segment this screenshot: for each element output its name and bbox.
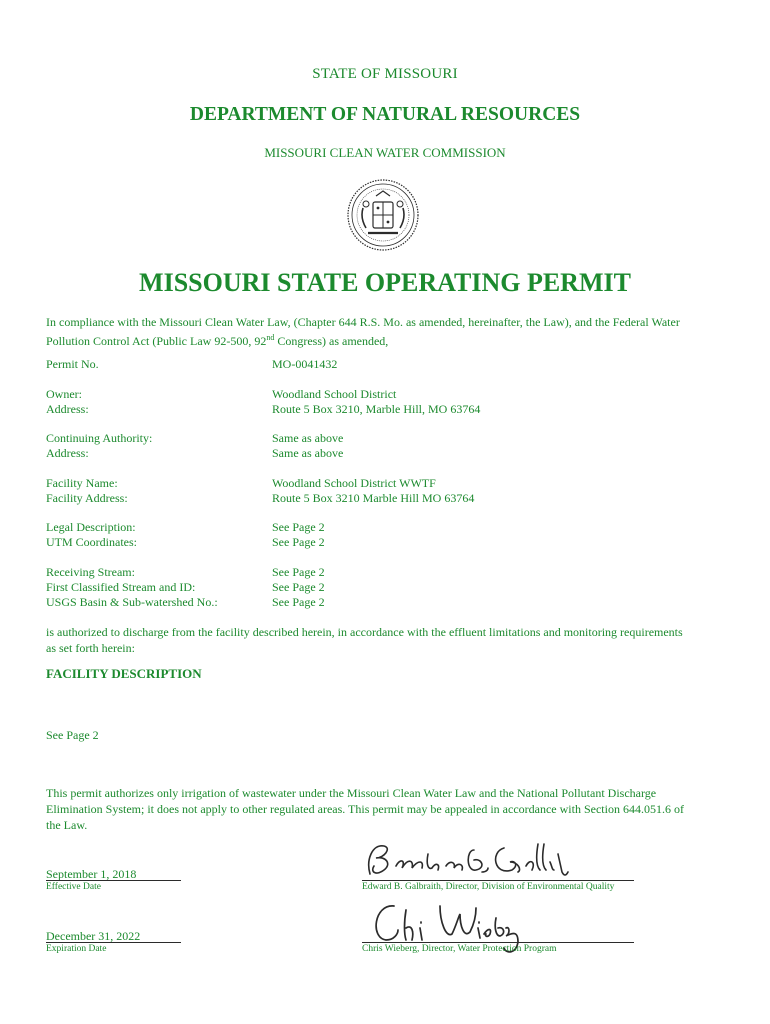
permit-no-value: MO-0041432 [272,357,338,371]
owner-address-label: Address: [46,402,89,416]
scope-line-3: the Law. [46,818,88,832]
state-seal-icon [346,178,420,252]
receiving-stream-label: Receiving Stream: [46,565,135,579]
usgs-value: See Page 2 [272,595,325,609]
owner-value: Woodland School District [272,387,397,401]
commission-heading: MISSOURI CLEAN WATER COMMISSION [264,145,506,160]
scope-line-1: This permit authorizes only irrigation of wastewater under the Missouri Clean Water Law and the National Pollutant Discharge [46,786,657,800]
intro-superscript: nd [266,333,275,342]
utm-label: UTM Coordinates: [46,535,137,549]
first-classified-label: First Classified Stream and ID: [46,580,196,594]
facility-address-value: Route 5 Box 3210 Marble Hill MO 63764 [272,491,475,505]
ca-address-label: Address: [46,446,89,460]
scope-paragraph [46,785,726,833]
ca-address-value: Same as above [272,446,344,460]
facility-address-label: Facility Address: [46,491,128,505]
utm-value: See Page 2 [272,535,325,549]
intro-line-2-pre: Pollution Control Act (Public Law 92-500, 92 [46,334,267,348]
department-heading: DEPARTMENT OF NATURAL RESOURCES [189,104,581,125]
intro-line-2 [46,330,726,349]
state-heading: STATE OF MISSOURI [312,66,458,82]
scope-line-2: Elimination System; it does not apply to other regulated areas. This permit may be appealed in accordance with Section 644.051.6 of [46,802,684,816]
usgs-label: USGS Basin & Sub-watershed No.: [46,595,218,609]
facility-name-label: Facility Name: [46,476,118,490]
owner-address-value: Route 5 Box 3210, Marble Hill, MO 63764 [272,402,481,416]
signer-2-name: Chris Wieberg, Director, Water Protection Program [362,944,557,954]
signature-galbraith-icon [362,836,574,882]
expiration-date-value: December 31, 2022 [46,929,141,943]
effective-date-label: Effective Date [46,882,101,892]
legal-description-value: See Page 2 [272,520,325,534]
authorization-paragraph [46,624,726,656]
legal-description-label: Legal Description: [46,520,136,534]
intro-line-2-post: Congress) as amended, [274,334,389,348]
effective-date-value: September 1, 2018 [46,867,137,881]
authorization-line-2: as set forth herein: [46,641,135,655]
continuing-authority-label: Continuing Authority: [46,431,153,445]
owner-label: Owner: [46,387,82,401]
permit-title: MISSOURI STATE OPERATING PERMIT [139,268,631,297]
intro-paragraph [46,314,726,349]
continuing-authority-value: Same as above [272,431,344,445]
receiving-stream-value: See Page 2 [272,565,325,579]
authorization-line-1: is authorized to discharge from the facility described herein, in accordance with the effluent limitations and monitoring requirements [46,625,683,639]
facility-description-heading: FACILITY DESCRIPTION [46,666,202,681]
expiration-date-label: Expiration Date [46,944,107,954]
facility-description-body: See Page 2 [46,728,99,742]
first-classified-value: See Page 2 [272,580,325,594]
permit-no-label: Permit No. [46,357,99,371]
intro-line-1: In compliance with the Missouri Clean Water Law, (Chapter 644 R.S. Mo. as amended, hereinafter, the Law), and the Federal Water [46,315,680,329]
signer-1-name: Edward B. Galbraith, Director, Division of Environmental Quality [362,882,615,892]
facility-name-value: Woodland School District WWTF [272,476,436,490]
